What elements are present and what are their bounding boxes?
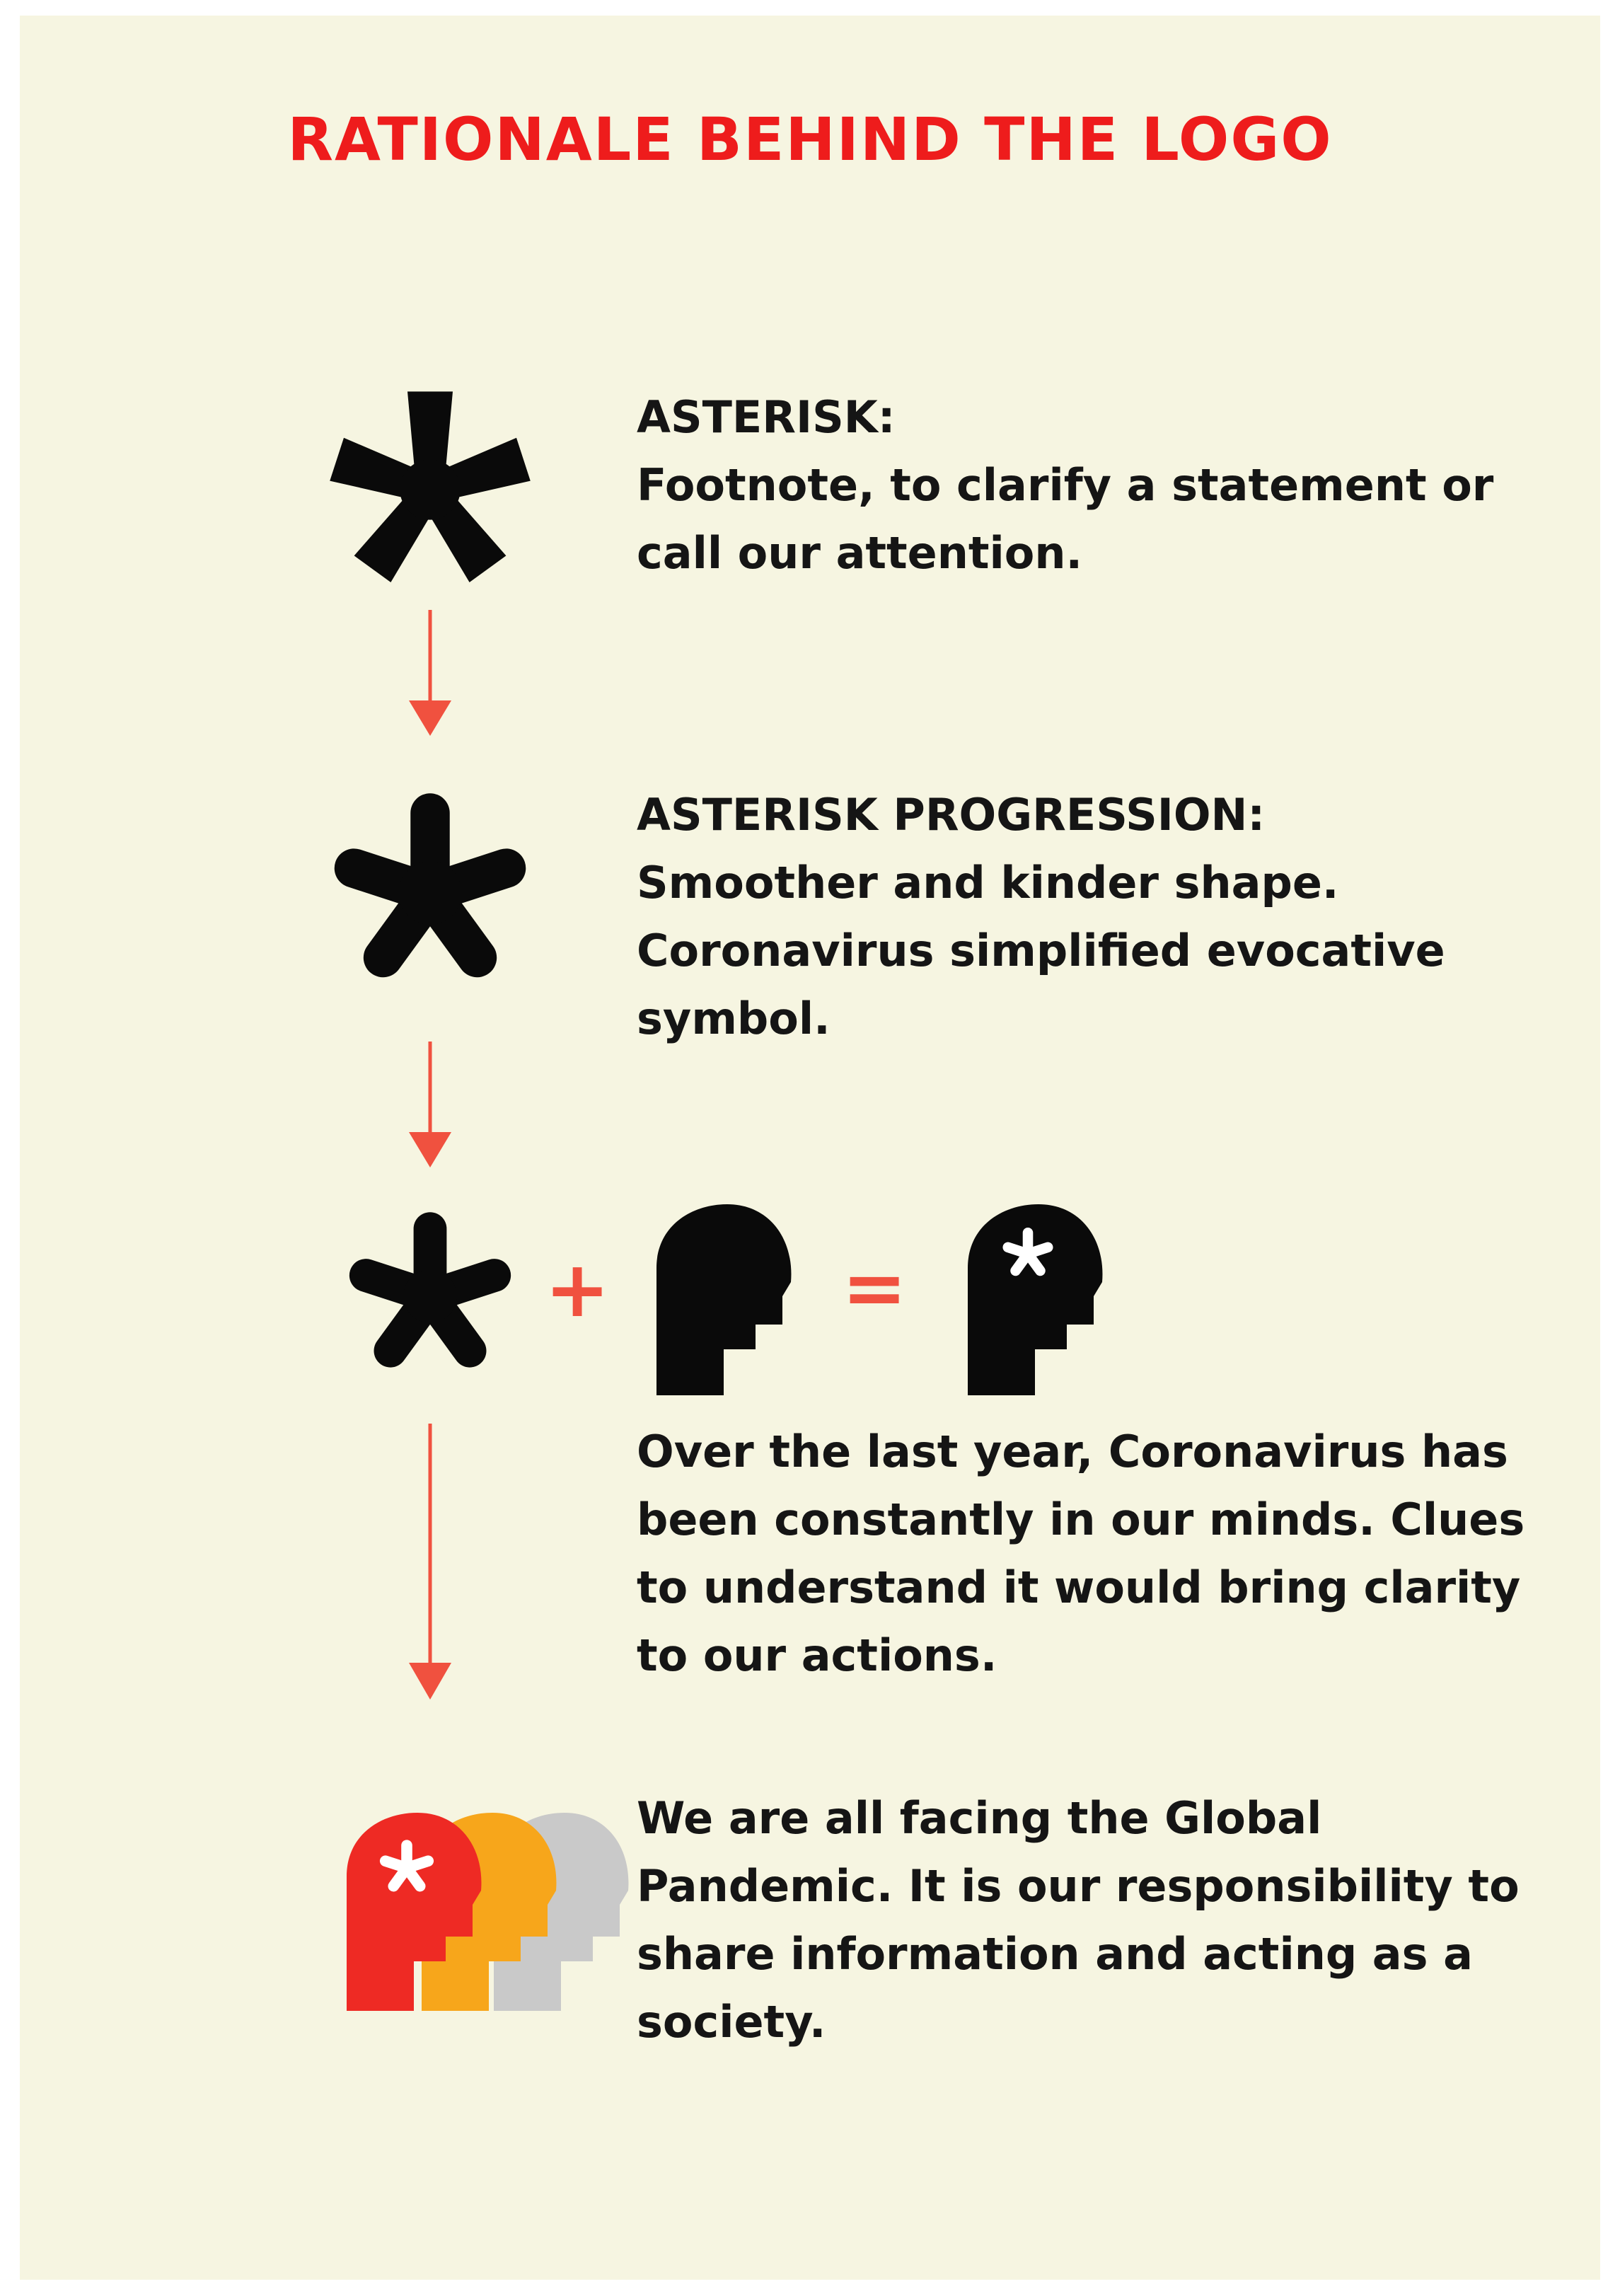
head-profile-icon	[656, 1204, 798, 1395]
text-line: society.	[637, 1996, 826, 2048]
text-line: symbol.	[637, 993, 831, 1044]
text-line: call our attention.	[637, 527, 1083, 579]
text-line: share information and acting as a	[637, 1928, 1473, 1980]
text-line: Footnote, to clarify a statement or	[637, 459, 1494, 511]
progression-description	[637, 781, 1585, 1053]
text-line: We are all facing the Global	[637, 1792, 1322, 1844]
arrow-down-icon	[402, 1424, 458, 1707]
arrow-down-icon	[402, 1042, 458, 1169]
plus-sign: +	[545, 1244, 611, 1334]
text-line: to understand it would bring clarity	[637, 1562, 1521, 1613]
head-with-asterisk-icon	[968, 1204, 1109, 1395]
text-line: Coronavirus simplified evocative	[637, 925, 1445, 976]
text-line: Pandemic. It is our responsibility to	[637, 1860, 1520, 1912]
section-heading: ASTERISK PROGRESSION:	[637, 789, 1266, 841]
equals-sign: =	[842, 1242, 908, 1333]
infographic-page	[20, 16, 1600, 2280]
coronavirus-description	[637, 1418, 1585, 1690]
text-line: to our actions.	[637, 1629, 997, 1681]
logo-heads-icon	[345, 1799, 642, 2025]
arrow-down-icon	[402, 610, 458, 737]
page-title: RATIONALE BEHIND THE LOGO	[287, 105, 1333, 174]
text-line: Smoother and kinder shape.	[637, 857, 1339, 908]
text-line: Over the last year, Coronavirus has	[637, 1426, 1508, 1477]
section-heading: ASTERISK:	[637, 391, 896, 443]
pandemic-description	[637, 1784, 1585, 2056]
asterisk-description	[637, 383, 1585, 587]
asterisk-sharp-icon	[317, 383, 543, 596]
text-line: been constantly in our minds. Clues	[637, 1494, 1525, 1545]
asterisk-rounded-icon	[317, 787, 543, 999]
asterisk-rounded-icon	[335, 1204, 526, 1388]
